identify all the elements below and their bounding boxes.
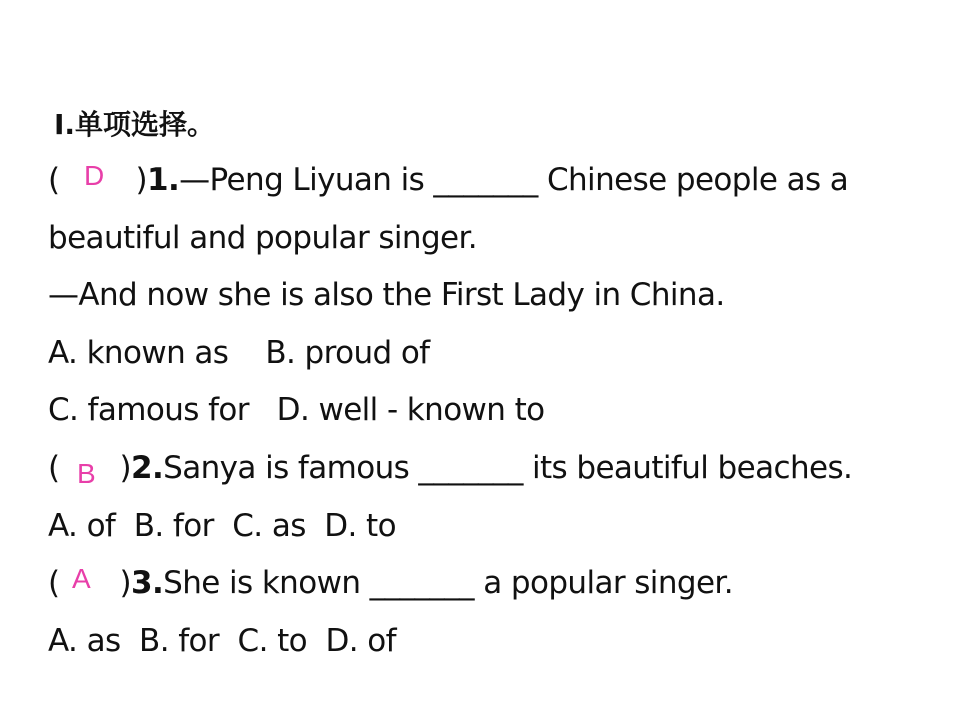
close-paren: ) — [119, 450, 131, 486]
question-2-stem: ( )2.Sanya is famous _______ its beautiful beaches. — [48, 450, 853, 486]
answer-mark-1: D — [84, 160, 105, 191]
question-2-options: A. of B. for C. as D. to — [48, 508, 396, 544]
answer-mark-2: B — [77, 458, 96, 489]
question-1-options-2: C. famous for D. well - known to — [48, 392, 545, 428]
question-1-stem-line3: —And now she is also the First Lady in China. — [48, 277, 725, 313]
question-number: 1. — [147, 162, 180, 198]
close-paren: ) — [135, 162, 147, 198]
question-3-options: A. as B. for C. to D. of — [48, 623, 396, 659]
question-number: 2. — [131, 450, 164, 486]
close-paren: ) — [119, 565, 131, 601]
question-3-stem: ( )3.She is known _______ a popular singer. — [48, 565, 733, 601]
section-heading: Ⅰ.单项选择。 — [54, 108, 216, 141]
answer-mark-3: A — [72, 563, 91, 594]
open-paren: ( — [48, 565, 60, 601]
answer-blank: _______ — [433, 162, 538, 198]
answer-blank: _______ — [418, 450, 523, 486]
question-1-options-1: A. known as B. proud of — [48, 335, 430, 371]
question-number: 3. — [131, 565, 164, 601]
answer-blank: _______ — [369, 565, 474, 601]
open-paren: ( — [48, 450, 60, 486]
question-1-stem: ( )1.—Peng Liyuan is _______ Chinese people as a — [48, 162, 849, 198]
question-1-stem-line2: beautiful and popular singer. — [48, 220, 478, 256]
open-paren: ( — [48, 162, 60, 198]
